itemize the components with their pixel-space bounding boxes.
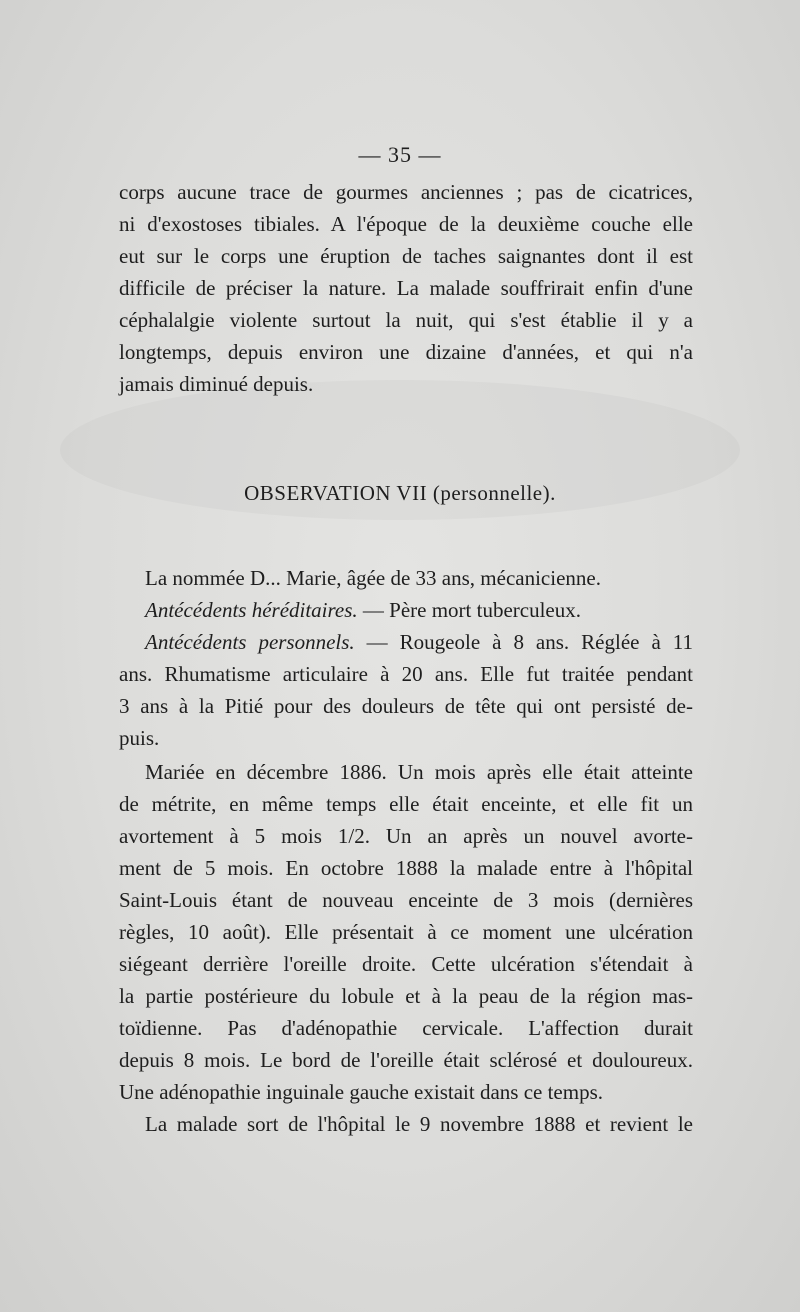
text-line: depuis 8 mois. Le bord de l'oreille était sclérosé et douloureux. (119, 1048, 693, 1072)
text-line: règles, 10 août). Elle présentait à ce moment une ulcération (119, 920, 693, 944)
text-line: de métrite, en même temps elle était enceinte, et elle fit un (119, 792, 693, 816)
text-line: Une adénopathie inguinale gauche existait dans ce temps. (119, 1080, 603, 1104)
hereditary-line (145, 595, 581, 625)
observation-heading: OBSERVATION VII (personnelle). (244, 481, 556, 505)
text-line: avortement à 5 mois 1/2. Un an après un nouvel avorte- (119, 824, 693, 848)
text-line: Mariée en décembre 1886. Un mois après elle était atteinte (145, 760, 693, 784)
patient-intro: La nommée D... Marie, âgée de 33 ans, mécanicienne. (145, 566, 601, 590)
text-line: jamais diminué depuis. (119, 372, 314, 396)
hereditary-text: — Père mort tuberculeux. (357, 598, 582, 622)
text-line: ni d'exostoses tibiales. A l'époque de la deuxième couche elle (119, 212, 693, 236)
personal-text: — Rougeole à 8 ans. Réglée à 11 (354, 630, 693, 654)
text-line: ment de 5 mois. En octobre 1888 la malade entre à l'hôpital (119, 856, 693, 880)
hereditary-label: Antécédents héréditaires. (145, 598, 358, 622)
text-line: 3 ans à la Pitié pour des douleurs de tête qui ont persisté de- (119, 694, 693, 718)
page-number: — 35 — (358, 142, 442, 167)
text-line: eut sur le corps une éruption de taches saignantes dont il est (119, 244, 693, 268)
personal-line (145, 627, 693, 657)
text-line: La malade sort de l'hôpital le 9 novembre 1888 et revient le (145, 1112, 693, 1136)
text-line: toïdienne. Pas d'adénopathie cervicale. L'affection durait (119, 1016, 693, 1040)
text-line: ans. Rhumatisme articulaire à 20 ans. Elle fut traitée pendant (119, 662, 693, 686)
text-line: puis. (119, 726, 160, 750)
text-line: siégeant derrière l'oreille droite. Cette ulcération s'étendait à (119, 952, 693, 976)
text-line: corps aucune trace de gourmes anciennes ; pas de cicatrices, (119, 180, 693, 204)
text-line: Saint-Louis étant de nouveau enceinte de 3 mois (dernières (119, 888, 693, 912)
text-line: céphalalgie violente surtout la nuit, qui s'est établie il y a (119, 308, 693, 332)
text-line: difficile de préciser la nature. La malade souffrirait enfin d'une (119, 276, 693, 300)
text-line: longtemps, depuis environ une dizaine d'années, et qui n'a (119, 340, 693, 364)
personal-label: Antécédents personnels. (145, 630, 355, 654)
text-line: la partie postérieure du lobule et à la peau de la région mas- (119, 984, 693, 1008)
